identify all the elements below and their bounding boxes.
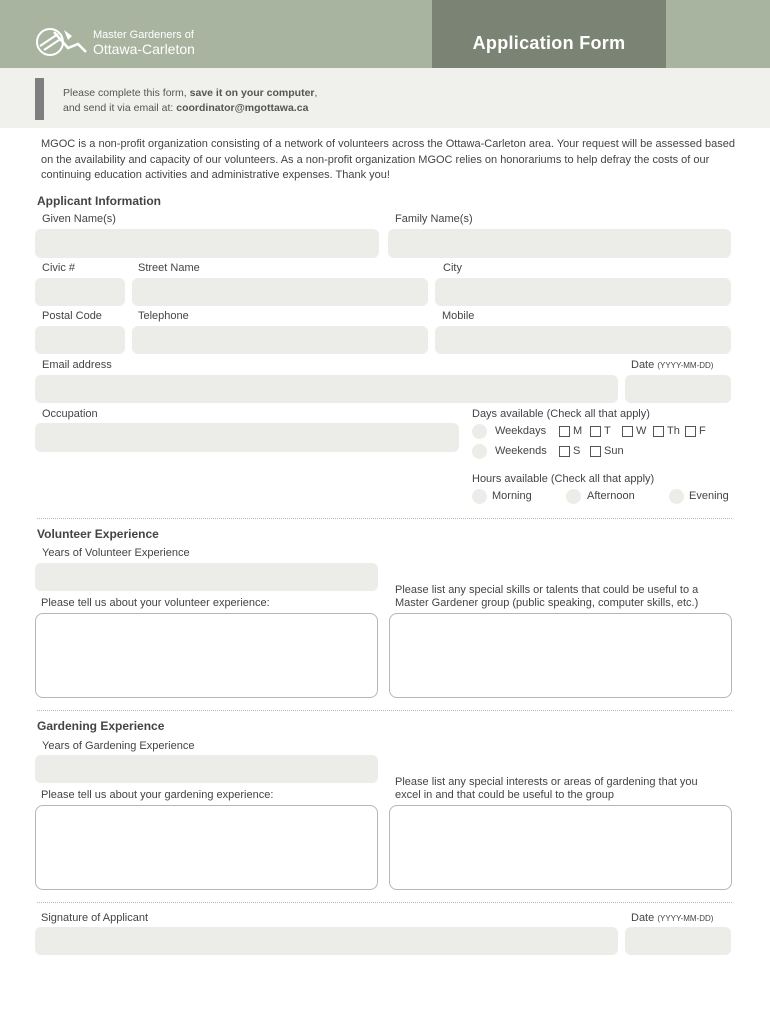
- mobile-field[interactable]: [435, 326, 731, 354]
- instructions-accent-bar: [35, 78, 44, 120]
- sunday-checkbox[interactable]: [590, 446, 601, 457]
- street-label: Street Name: [138, 262, 200, 274]
- friday-label: F: [699, 425, 706, 437]
- given-name-field[interactable]: [35, 229, 379, 258]
- saturday-label: S: [573, 445, 581, 457]
- mobile-label: Mobile: [442, 310, 475, 322]
- occupation-label: Occupation: [42, 408, 98, 420]
- telephone-label: Telephone: [138, 310, 189, 322]
- monday-checkbox[interactable]: [559, 426, 570, 437]
- date-label: Date (YYYY-MM-DD): [631, 359, 714, 371]
- section-divider: [37, 710, 732, 711]
- gardening-section-title: Gardening Experience: [37, 719, 165, 733]
- city-field[interactable]: [435, 278, 731, 306]
- gardening-experience-textarea[interactable]: [35, 805, 378, 890]
- tuesday-label: T: [604, 425, 611, 437]
- tuesday-checkbox[interactable]: [590, 426, 601, 437]
- email-field[interactable]: [35, 375, 618, 403]
- morning-label: Morning: [492, 490, 532, 502]
- section-divider: [37, 518, 732, 519]
- saturday-checkbox[interactable]: [559, 446, 570, 457]
- city-label: City: [443, 262, 462, 274]
- friday-checkbox[interactable]: [685, 426, 696, 437]
- title-box: [432, 0, 666, 68]
- civic-field[interactable]: [35, 278, 125, 306]
- family-name-field[interactable]: [388, 229, 731, 258]
- gardening-interests-label-line1: Please list any special interests or areas of gardening that you: [395, 776, 698, 788]
- volunteer-experience-textarea[interactable]: [35, 613, 378, 698]
- volunteer-skills-textarea[interactable]: [389, 613, 732, 698]
- garden-tools-logo-icon: [34, 24, 94, 64]
- signature-field[interactable]: [35, 927, 618, 955]
- instructions-line1: Please complete this form, save it on your computer,: [63, 87, 318, 99]
- email-link[interactable]: coordinator@mgottawa.ca: [176, 102, 309, 114]
- applicant-section-title: Applicant Information: [37, 194, 161, 208]
- page-title: Application Form: [472, 33, 626, 53]
- hours-available-label: Hours available (Check all that apply): [472, 473, 655, 485]
- volunteer-years-field[interactable]: [35, 563, 378, 591]
- weekends-radio[interactable]: [472, 444, 487, 459]
- org-name-line2: Ottawa-Carleton: [93, 41, 195, 57]
- thursday-label: Th: [667, 425, 680, 437]
- intro-paragraph: MGOC is a non-profit organization consisting of a network of volunteers across the Ottawa-Carleton area. Your request will be assessed based on the availability and capacity of our volunteers. As a non-profit organization MGOC relies on honorariums to help defray the costs of our continuing education activities and administrative expenses. Thank you!: [41, 138, 735, 181]
- weekends-label: Weekends: [495, 445, 547, 457]
- family-name-label: Family Name(s): [395, 213, 473, 225]
- afternoon-label: Afternoon: [587, 490, 635, 502]
- wednesday-checkbox[interactable]: [622, 426, 633, 437]
- postal-code-label: Postal Code: [42, 310, 102, 322]
- gardening-interests-label-line2: excel in and that could be useful to the group: [395, 789, 614, 801]
- section-divider: [37, 902, 732, 903]
- civic-label: Civic #: [42, 262, 76, 274]
- org-name-line1: Master Gardeners of: [93, 29, 194, 41]
- given-name-label: Given Name(s): [42, 213, 116, 225]
- telephone-field[interactable]: [132, 326, 428, 354]
- thursday-checkbox[interactable]: [653, 426, 664, 437]
- gardening-interests-textarea[interactable]: [389, 805, 732, 890]
- volunteer-years-label: Years of Volunteer Experience: [42, 547, 190, 559]
- weekdays-radio[interactable]: [472, 424, 487, 439]
- morning-radio[interactable]: [472, 489, 487, 504]
- gardening-years-field[interactable]: [35, 755, 378, 783]
- postal-code-field[interactable]: [35, 326, 125, 354]
- email-label: Email address: [42, 359, 112, 371]
- weekdays-label: Weekdays: [495, 425, 547, 437]
- volunteer-section-title: Volunteer Experience: [37, 527, 159, 541]
- occupation-field[interactable]: [35, 423, 459, 452]
- date-field[interactable]: [625, 375, 731, 403]
- street-field[interactable]: [132, 278, 428, 306]
- wednesday-label: W: [636, 425, 647, 437]
- sunday-label: Sun: [604, 445, 624, 457]
- volunteer-skills-label-line2: Master Gardener group (public speaking, computer skills, etc.): [395, 597, 699, 609]
- days-available-label: Days available (Check all that apply): [472, 408, 650, 420]
- afternoon-radio[interactable]: [566, 489, 581, 504]
- volunteer-skills-label-line1: Please list any special skills or talents that could be useful to a: [395, 584, 699, 596]
- evening-radio[interactable]: [669, 489, 684, 504]
- evening-label: Evening: [689, 490, 729, 502]
- instructions-line2: and send it via email at: coordinator@mgottawa.ca: [63, 102, 309, 114]
- signature-date-label: Date (YYYY-MM-DD): [631, 912, 714, 924]
- gardening-tell-label: Please tell us about your gardening experience:: [41, 789, 274, 801]
- header-banner: [0, 0, 770, 68]
- volunteer-tell-label: Please tell us about your volunteer experience:: [41, 597, 270, 609]
- signature-date-field[interactable]: [625, 927, 731, 955]
- signature-label: Signature of Applicant: [41, 912, 149, 924]
- gardening-years-label: Years of Gardening Experience: [42, 740, 195, 752]
- monday-label: M: [573, 425, 583, 437]
